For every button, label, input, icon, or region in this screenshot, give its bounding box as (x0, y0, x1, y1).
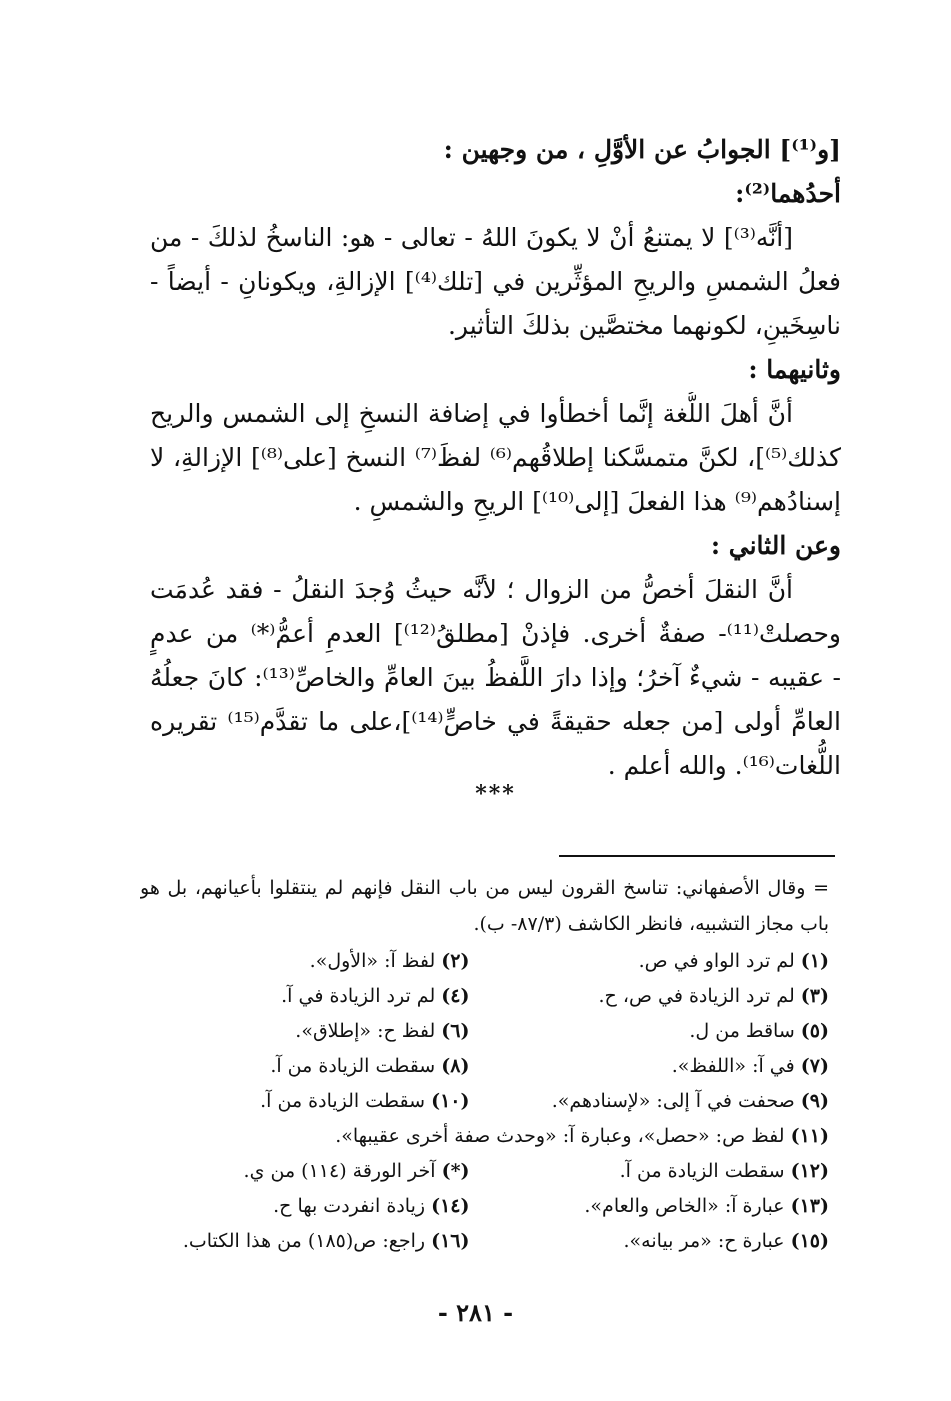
footnote-number: (٥) (800, 1020, 829, 1042)
footnote-number: (٨) (441, 1055, 470, 1077)
footnote-item (140, 1154, 470, 1189)
footnote-text: زيادة انفردت بها ح. (273, 1195, 426, 1217)
footnote-text: راجع: ص(١٨٥) من هذا الكتاب. (182, 1230, 426, 1252)
footnote-text: لم ترد الزيادة في ص، ح. (598, 985, 795, 1007)
text-line: كذلك⁽⁵⁾]، لكنَّ متمسَّكنا إطلاقُهم⁽⁶⁾ لفظَ⁽⁷⁾ النسخ [على⁽⁸⁾] الإزالةِ، لا (150, 443, 841, 472)
footnote-item (500, 944, 830, 979)
text-line: ناسِخَينِ، لكونهما مختصَّين بذلكَ التأثير. (447, 311, 841, 340)
footnote-item (500, 1224, 830, 1259)
footnote-item (140, 1084, 470, 1119)
footnote-text: ساقط من ل. (689, 1020, 795, 1042)
text-line: العامِّ أولى [من جعله حقيقةً في خاصٍّ⁽¹⁴⁾]،على ما تقدَّم⁽¹⁵⁾ تقريره (150, 707, 841, 736)
footnote-item (500, 1014, 830, 1049)
footnote-text: لفظ ح: «إطلاق». (295, 1020, 436, 1042)
footnote-number: (٦) (441, 1020, 470, 1042)
footnote-item (140, 1119, 829, 1154)
footnote-text: لم ترد الواو في ص. (638, 950, 795, 972)
footnote-number: (١١) (790, 1125, 829, 1147)
footnote-number: (١٣) (790, 1195, 829, 1217)
footnote-number: (١٢) (790, 1160, 829, 1182)
footnote-item (500, 1049, 830, 1084)
text-line: - عقيبه - شيءٌ آخرُ؛ وإذا دارَ اللَّفظُ بينَ العامِّ والخاصِّ⁽¹³⁾: كانَ جعلُهُ (150, 663, 841, 692)
footnote-list (140, 944, 829, 1259)
footnote-text: لفظ ص: «حصل»، وعبارة آ: «وحدث صفة أخرى عقيبها». (335, 1125, 785, 1147)
footnote-item (500, 1154, 830, 1189)
text-line: فعلُ الشمسِ والريحِ المؤثِّرين في [تلك⁽⁴⁾] الإزالةِ، ويكونانِ - أيضاً - (150, 267, 841, 296)
footnote-item (140, 1014, 470, 1049)
footnote-number: (٣) (800, 985, 829, 1007)
text-line: اللُّغات⁽¹⁶⁾. والله أعلم . (607, 751, 841, 780)
footnote-number: (٩) (800, 1090, 829, 1112)
footnote-item (500, 1084, 830, 1119)
footnote-item (140, 979, 470, 1014)
text-line: أحدُهما⁽²⁾: (735, 179, 841, 208)
footnotes (140, 870, 829, 1259)
text-line: وثانيهما : (748, 355, 841, 384)
footnote-number: (٧) (800, 1055, 829, 1077)
text-line: [أنَّه⁽³⁾] لا يمتنعُ أنْ لا يكونَ اللهُ - تعالى - هو: الناسخُ لذلكَ - من (150, 223, 793, 252)
footnote-number: (١٠) (431, 1090, 470, 1112)
text-line: أنَّ أهلَ اللُّغة إنَّما أخطأوا في إضافة النسخِ إلى الشمس والريح (150, 399, 793, 428)
footnote-item (140, 1189, 470, 1224)
footnote-item (140, 944, 470, 979)
footnote-number: (١٦) (431, 1230, 470, 1252)
text-line: [و⁽¹⁾] الجوابُ عن الأوَّلِ ، من وجهين : (443, 135, 841, 164)
section-separator: *** (475, 781, 516, 807)
main-text (150, 128, 841, 806)
text-line: إسنادُهم⁽⁹⁾ هذا الفعلَ [إلى⁽¹⁰⁾] الريحِ والشمسِ . (353, 487, 841, 516)
footnote-text: عبارة آ: «الخاص والعام». (584, 1195, 785, 1217)
footnote-number: (٢) (441, 950, 470, 972)
page-number: - ٢٨١ - (437, 1298, 514, 1327)
footnote-text: سقطت الزيادة من آ. (260, 1090, 426, 1112)
footnote-text: آخر الورقة (١١٤) من ي. (243, 1160, 436, 1182)
footnote-text: صحفت في آ إلى: «لإسنادهم». (551, 1090, 795, 1112)
footnote-text: عبارة ح: «مر بيانه». (623, 1230, 785, 1252)
footnote-number: (٤) (441, 985, 470, 1007)
footnote-number: (١٤) (431, 1195, 470, 1217)
footnote-text: في آ: «اللفظ». (671, 1055, 795, 1077)
footnote-text: سقطت الزيادة من آ. (619, 1160, 785, 1182)
body-lines (150, 128, 841, 788)
footnote-number: (١) (800, 950, 829, 972)
footnote-item (500, 979, 830, 1014)
text-line: وحصلتْ⁽¹¹⁾- صفةٌ أخرى. فإذنْ [مطلقُ⁽¹²⁾] العدمِ أعمُّ⁽*⁾ من عدمٍ (150, 619, 841, 648)
footnote-continuation-line: باب مجاز التشبيه، فانظر الكاشف (٨٧/٣- ب). (473, 913, 829, 935)
footnote-item (140, 1224, 470, 1259)
footnote-continuation-line: = وقال الأصفهاني: تناسخ القرون ليس من باب النقل فإنهم لم ينتقلوا بأعيانهم، بل هو (140, 877, 829, 899)
text-line: أنَّ النقلَ أخصُّ من الزوال ؛ لأنَّه حيثُ وُجدَ النقلُ - فقد عُدمَت (150, 575, 793, 604)
footnote-item (140, 1049, 470, 1084)
footnote-item (500, 1189, 830, 1224)
footnote-text: لفظ آ: «الأول». (309, 950, 436, 972)
footnote-text: لم ترد الزيادة في آ. (281, 985, 436, 1007)
footnote-number: (١٥) (790, 1230, 829, 1252)
footnote-text: سقطت الزيادة من آ. (270, 1055, 436, 1077)
text-line: وعن الثاني : (710, 531, 841, 560)
footnote-rule (559, 855, 835, 857)
footnote-number: (*) (441, 1160, 470, 1182)
